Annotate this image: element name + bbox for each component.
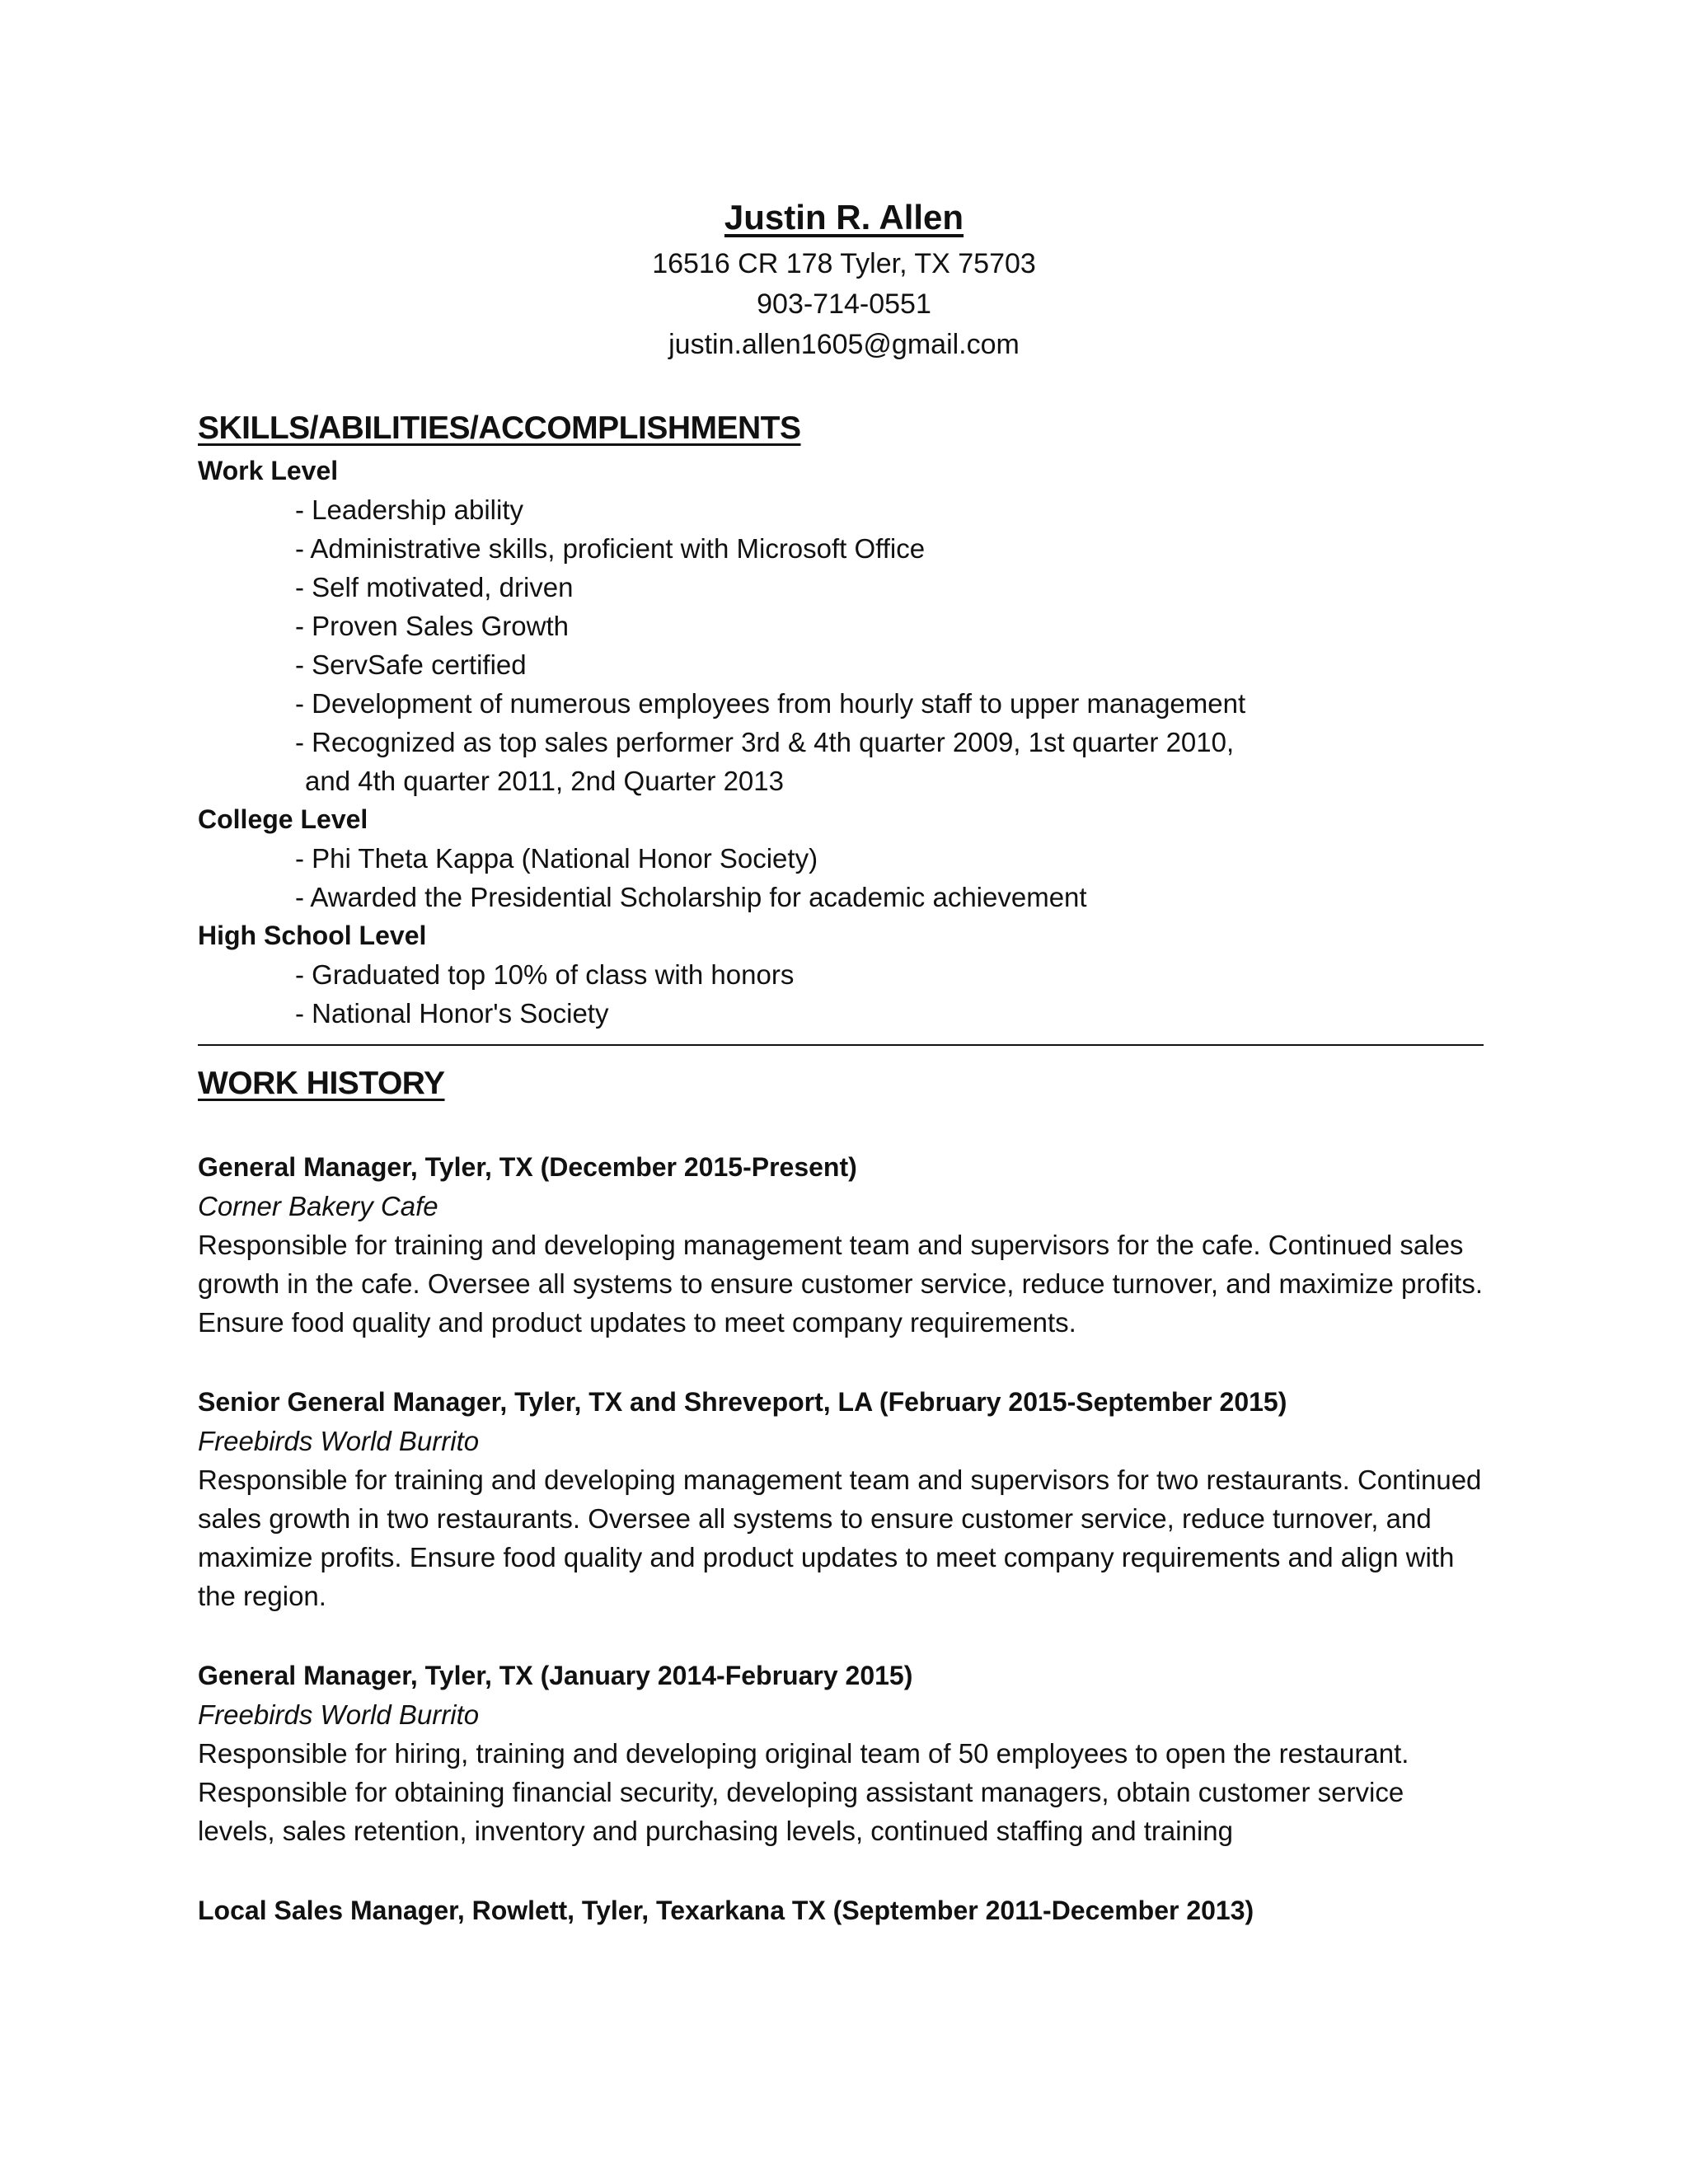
list-item: - Self motivated, driven <box>295 572 574 602</box>
skills-section-title: SKILLS/ABILITIES/ACCOMPLISHMENTS <box>198 410 801 446</box>
job-entry <box>198 1657 1484 1850</box>
job-description: Responsible for hiring, training and developing original team of 50 employees to open the restaurant. Responsible for obtaining financial security, developing assistant managers, obtain customer service levels, sales retention, inventory and purchasing levels, continued staffing and training <box>198 1738 1409 1846</box>
list-item: - Recognized as top sales performer 3rd & 4th quarter 2009, 1st quarter 2010, <box>295 727 1235 757</box>
college-level-title: College Level <box>198 804 368 834</box>
high-school-level-title: High School Level <box>198 921 427 950</box>
list-item: - Development of numerous employees from hourly staff to upper management <box>295 688 1246 719</box>
job-company: Freebirds World Burrito <box>198 1699 480 1730</box>
list-item: - Administrative skills, proficient with Microsoft Office <box>295 533 926 564</box>
college-level-list <box>198 839 1484 916</box>
list-item: - Awarded the Presidential Scholarship for academic achievement <box>295 882 1087 912</box>
job-description: Responsible for training and developing management team and supervisors for the cafe. Continued sales growth in the cafe. Oversee all systems to ensure customer service, reduce turnover, and maximize profits. Ensure food quality and product updates to meet company requirements. <box>198 1230 1483 1338</box>
job-entry <box>198 1148 1484 1342</box>
work-level-group <box>198 452 1484 800</box>
list-item: - National Honor's Society <box>295 998 609 1029</box>
list-item: - ServSafe certified <box>295 649 527 680</box>
work-level-list <box>198 490 1484 800</box>
address: 16516 CR 178 Tyler, TX 75703 <box>652 248 1036 279</box>
resume-header <box>0 198 1688 365</box>
college-level-group <box>198 800 1484 916</box>
list-item: - Proven Sales Growth <box>295 611 569 641</box>
high-school-level-group <box>198 916 1484 1033</box>
job-entry <box>198 1383 1484 1615</box>
work-history-section-title: WORK HISTORY <box>198 1066 445 1101</box>
applicant-name: Justin R. Allen <box>724 198 964 237</box>
list-item-continuation: and 4th quarter 2011, 2nd Quarter 2013 <box>305 766 784 796</box>
list-item: - Phi Theta Kappa (National Honor Society) <box>295 843 818 874</box>
list-item: - Graduated top 10% of class with honors <box>295 959 795 990</box>
resume-body <box>198 405 1484 1930</box>
job-title: Local Sales Manager, Rowlett, Tyler, Texarkana TX (September 2011-December 2013) <box>198 1896 1254 1925</box>
job-company: Freebirds World Burrito <box>198 1426 480 1456</box>
job-title: Senior General Manager, Tyler, TX and Shreveport, LA (February 2015-September 2015) <box>198 1387 1287 1417</box>
work-level-title: Work Level <box>198 456 339 485</box>
section-divider <box>198 1044 1484 1046</box>
high-school-level-list <box>198 955 1484 1033</box>
job-company: Corner Bakery Cafe <box>198 1191 438 1221</box>
phone-number: 903-714-0551 <box>757 288 931 320</box>
job-description: Responsible for training and developing management team and supervisors for two restaurants. Continued sales growth in two restaurants. Oversee all systems to ensure customer service, reduce turnover, and maximize profits. Ensure food quality and product updates to meet company requirements and align with the region. <box>198 1465 1482 1611</box>
list-item: - Leadership ability <box>295 494 523 525</box>
job-title: General Manager, Tyler, TX (January 2014-February 2015) <box>198 1661 913 1690</box>
job-title: General Manager, Tyler, TX (December 2015-Present) <box>198 1152 857 1182</box>
email-address: justin.allen1605@gmail.com <box>668 329 1020 360</box>
job-entry <box>198 1891 1484 1930</box>
